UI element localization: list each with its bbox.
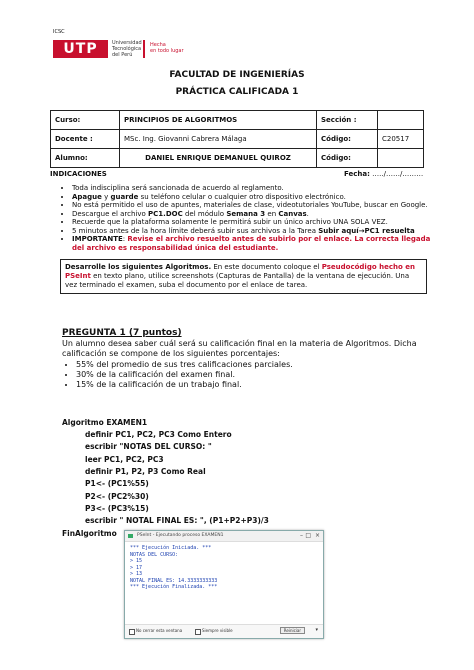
code-line: Algoritmo EXAMEN1 bbox=[62, 418, 148, 427]
code-line: P2<- (PC2%30) bbox=[85, 492, 149, 501]
code-line: FinAlgoritmo bbox=[62, 529, 117, 538]
fecha-value: …../……/……… bbox=[372, 170, 424, 178]
dropdown-icon[interactable]: ▾ bbox=[315, 627, 318, 633]
question-text: Un alumno desea saber cuál será su calificación final en la materia de Algoritmos. Dicha calificación se compone de los siguientes porcentajes: bbox=[62, 339, 417, 358]
rule-item: • Recuerde que la plataforma solamente le permitirá subir un único archivo UNA SOLA VEZ. bbox=[72, 218, 444, 227]
code-line: definir PC1, PC2, PC3 Como Entero bbox=[85, 430, 232, 439]
console-titlebar bbox=[125, 531, 323, 542]
seccion-label: Sección : bbox=[317, 111, 378, 130]
console-line: > 13 bbox=[130, 571, 143, 577]
rule-item: • 5 minutos antes de la hora límite deberá subir sus archivos a la Tarea Subir aquí→PC1 resuelta bbox=[72, 227, 444, 236]
rule-item: • Toda indisciplina será sancionada de acuerdo al reglamento. bbox=[72, 184, 444, 193]
docente-value: MSc. Ing. Giovanni Cabrera Málaga bbox=[120, 130, 317, 149]
indicaciones-label: INDICACIONES bbox=[50, 170, 107, 178]
keep-open-label: No cerrar esta ventana bbox=[136, 628, 183, 633]
restart-button[interactable]: Reiniciar bbox=[280, 627, 305, 634]
code-line: escribir " NOTAL FINAL ES: ", (P1+P2+P3)/3 bbox=[85, 516, 269, 525]
course-info-table bbox=[50, 110, 424, 168]
console-title: PSeInt - Ejecutando proceso EXAMEN1 bbox=[137, 533, 224, 538]
minimize-icon[interactable]: – bbox=[300, 532, 303, 539]
always-visible-checkbox[interactable] bbox=[195, 629, 201, 635]
codigo2-value bbox=[378, 149, 424, 168]
console-footer bbox=[125, 624, 323, 638]
maximize-icon[interactable]: □ bbox=[305, 532, 311, 539]
docente-label: Docente : bbox=[51, 130, 120, 149]
seccion-value bbox=[378, 111, 424, 130]
curso-label: Curso: bbox=[51, 111, 120, 130]
code-line: P1<- (PC1%55) bbox=[85, 479, 149, 488]
utp-logo: UTP bbox=[53, 40, 108, 58]
rule-item: • IMPORTANTE: Revise el archivo resuelto antes de subirlo por el enlace. La correcta llegada del archivo es responsabilidad única del estudiante. bbox=[72, 235, 444, 252]
question-item: • 15% de la calificación de un trabajo final. bbox=[76, 380, 293, 390]
console-line: > 17 bbox=[130, 564, 143, 571]
instructions-box: Desarrolle los siguientes Algoritmos. En este documento coloque el Pseudocódigo hecho en PSeInt en texto plano, utilice screenshots (Capturas de Pantalla) de la ventana de ejecución. Una vez terminado el examen, suba el documento por el enlace de tarea. bbox=[60, 259, 427, 294]
question-item: • 55% del promedio de sus tres calificaciones parciales. bbox=[76, 360, 293, 370]
console-window bbox=[124, 530, 324, 639]
header-tag: ICSC bbox=[53, 29, 65, 35]
utp-logo-subtitle: Universidad Tecnológica del Perú bbox=[112, 40, 142, 58]
question-title: PREGUNTA 1 (7 puntos) bbox=[62, 328, 182, 338]
faculty-title: FACULTAD DE INGENIERÍAS bbox=[169, 70, 305, 80]
practice-title: PRÁCTICA CALIFICADA 1 bbox=[175, 87, 299, 97]
codigo-label: Código: bbox=[317, 130, 378, 149]
upload-link[interactable]: Subir aquí→PC1 resuelta bbox=[318, 226, 415, 235]
question-item: • 30% de la calificación del examen final. bbox=[76, 370, 293, 380]
always-visible-label: Siempre visible bbox=[202, 628, 233, 633]
fecha-row bbox=[344, 170, 423, 178]
console-line: NOTAL FINAL ES: 14.3333333333 bbox=[130, 577, 218, 584]
rule-item: • No está permitido el uso de apuntes, materiales de clase, videotutoriales YouTube, buscar en Google. bbox=[72, 201, 444, 210]
alumno-label: Alumno: bbox=[51, 149, 120, 168]
keep-open-checkbox[interactable] bbox=[129, 629, 135, 635]
app-icon bbox=[128, 534, 133, 538]
code-line: escribir "NOTAS DEL CURSO: " bbox=[85, 442, 212, 451]
close-icon[interactable]: × bbox=[314, 532, 320, 539]
fecha-label: Fecha: bbox=[344, 170, 370, 178]
code-line: definir P1, P2, P3 Como Real bbox=[85, 467, 206, 476]
codigo2-label: Código: bbox=[317, 149, 378, 168]
code-line: P3<- (PC3%15) bbox=[85, 504, 149, 513]
rules-list bbox=[50, 184, 444, 252]
logo-divider bbox=[143, 40, 145, 58]
logo-tagline: Hecha en todo lugar bbox=[150, 42, 184, 54]
code-line: leer PC1, PC2, PC3 bbox=[85, 455, 164, 464]
console-line: > 15 bbox=[130, 558, 143, 564]
console-line: *** Ejecución Finalizada. *** bbox=[130, 584, 218, 590]
question-items bbox=[62, 360, 293, 390]
curso-value: PRINCIPIOS DE ALGORITMOS bbox=[120, 111, 317, 130]
codigo-value: C20517 bbox=[378, 130, 424, 149]
console-output bbox=[127, 543, 321, 624]
rule-item: • Apague y guarde su teléfono celular o cualquier otro dispositivo electrónico. bbox=[72, 193, 444, 202]
alumno-value: DANIEL ENRIQUE DEMANUEL QUIROZ bbox=[120, 149, 317, 168]
console-line: *** Ejecución Iniciada. *** bbox=[130, 545, 212, 551]
console-line: NOTAS DEL CURSO: bbox=[130, 551, 179, 558]
rule-item: • Descargue el archivo PC1.DOC del módulo Semana 3 en Canvas. bbox=[72, 210, 444, 219]
